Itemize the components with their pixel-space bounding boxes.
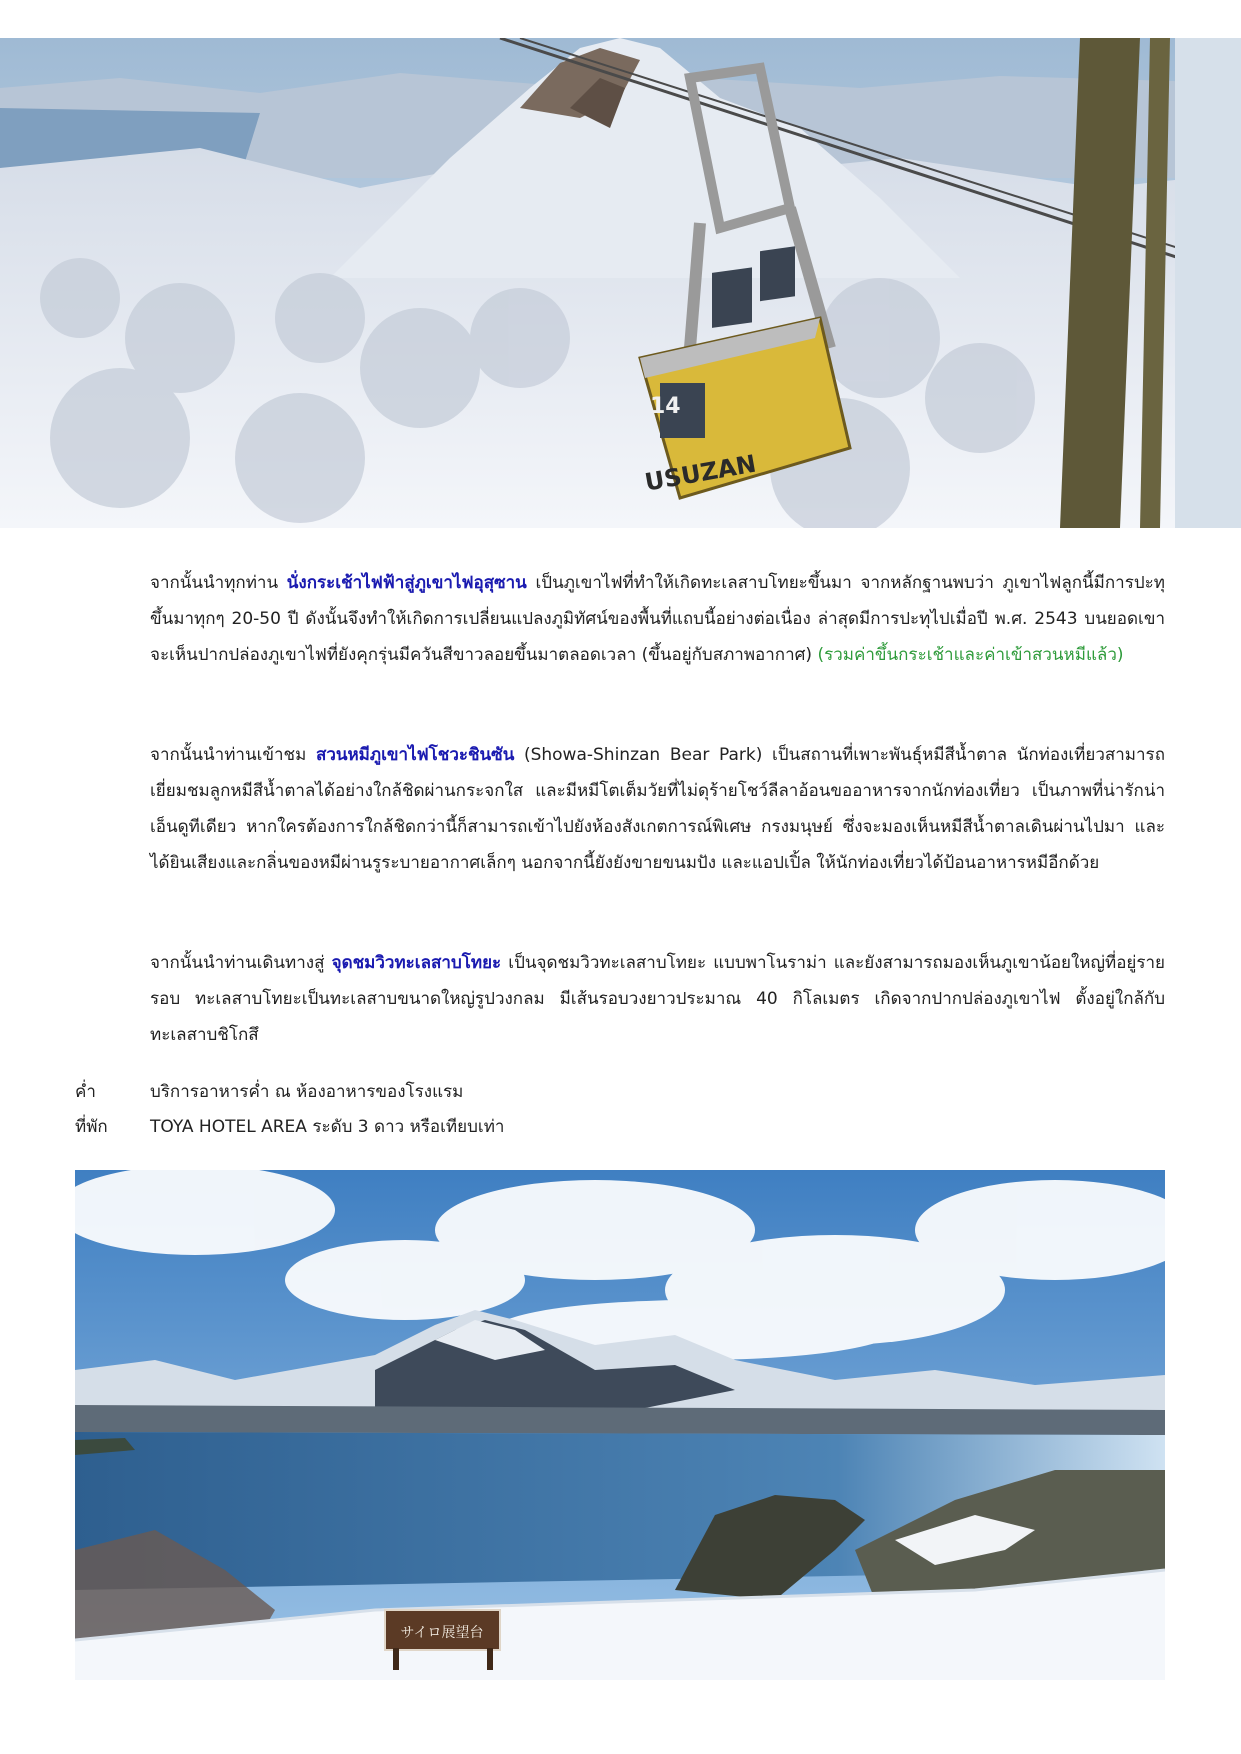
gondola-number: 14 — [650, 394, 681, 419]
paragraph-bear-park — [150, 737, 1165, 881]
paragraph-usuzan-ropeway — [150, 565, 1165, 673]
para1-note: (รวมค่าขึ้นกระเช้าและค่าเข้าสวนหมีแล้ว) — [817, 645, 1124, 665]
para2-highlight: สวนหมีภูเขาไฟโชวะชินซัน — [315, 745, 515, 765]
para1-highlight: นั่งกระเช้าไฟฟ้าสู่ภูเขาไฟอุสุซาน — [286, 573, 527, 593]
hotel-label: ที่พัก — [75, 1117, 108, 1137]
photo-usuzan-ropeway — [0, 38, 1241, 528]
photo-lake-toya — [75, 1170, 1165, 1680]
para3-highlight: จุดชมวิวทะเลสาบโทยะ — [331, 953, 502, 973]
para1-body: เป็นภูเขาไฟที่ทำให้เกิดทะเลสาบโทยะขึ้นมา จากหลักฐานพบว่า ภูเขาไฟลูกนี้มีการปะทุขึ้นมาทุกๆ 20-50 ปี ดังนั้นจึงทำให้เกิดการเปลี่ยนแปลงภูมิทัศน์ของพื้นที่แถบนี้อย่างต่อเนื่อง ล่าสุดมีการปะทุไปเมื่อปี พ.ศ. 2543 บนยอดเขาจะเห็นปากปล่องภูเขาไฟที่ยังคุกรุ่นมีควันสีขาวลอยขึ้นมาตลอดเวลา (ขึ้นอยู่กับสภาพอากาศ) — [150, 573, 1165, 665]
dinner-value: บริการอาหารค่ำ ณ ห้องอาหารของโรงแรม — [150, 1082, 464, 1102]
gondola-label: USUZAN — [642, 449, 759, 497]
viewpoint-sign-text: サイロ展望台 — [400, 1625, 484, 1641]
dinner-label: ค่ำ — [75, 1082, 96, 1102]
para3-body: เป็นจุดชมวิวทะเลสาบโทยะ แบบพาโนราม่า และยังสามารถมองเห็นภูเขาน้อยใหญ่ที่อยู่รายรอบ ทะเลสาบโทยะเป็นทะเลสาบขนาดใหญ่รูปวงกลม มีเส้นรอบวงยาวประมาณ 40 กิโลเมตร เกิดจากปากปล่องภูเขาไฟ ตั้งอยู่ใกล้กับทะเลสาบชิโกสึ — [150, 953, 1166, 1045]
hotel-value: TOYA HOTEL AREA ระดับ 3 ดาว หรือเทียบเท่า — [150, 1117, 505, 1137]
paragraph-lake-toya-viewpoint — [150, 945, 1165, 1053]
para3-intro: จากนั้นนำท่านเดินทางสู่ — [150, 953, 332, 973]
para1-intro: จากนั้นนำทุกท่าน — [150, 573, 287, 593]
para2-intro: จากนั้นนำท่านเข้าชม — [150, 745, 316, 765]
para2-body: (Showa-Shinzan Bear Park) เป็นสถานที่เพาะพันธุ์หมีสีน้ำตาล นักท่องเที่ยวสามารถเยี่ยมชมลูกหมีสีน้ำตาลได้อย่างใกล้ชิดผ่านกระจกใส และมีหมีโตเต็มวัยที่ไม่ดุร้ายโชว์ลีลาอ้อนขออาหารจากนักท่องเที่ยว เป็นภาพที่น่ารักน่าเอ็นดูทีเดียว หากใครต้องการใกล้ชิดกว่านี้ก็สามารถเข้าไปยังห้องสังเกตการณ์พิเศษ กรงมนุษย์ ซึ่งจะมองเห็นหมีสีน้ำตาลเดินผ่านไปมา และได้ยินเสียงและกลิ่นของหมีผ่านรูระบายอากาศเล็กๆ นอกจากนี้ยังยังขายขนมปัง และแอปเปิ้ล ให้นักท่องเที่ยวได้ป้อนอาหารหมีอีกด้วย — [150, 745, 1165, 873]
